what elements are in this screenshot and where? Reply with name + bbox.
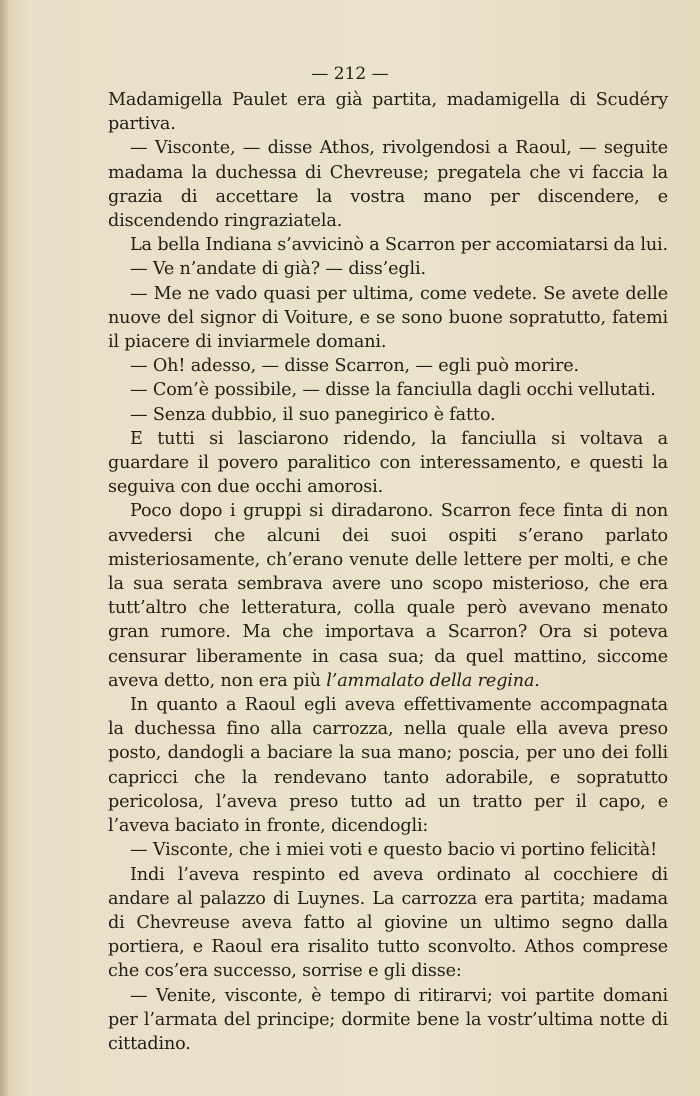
paragraph: — Visconte, — disse Athos, rivolgendosi a Raoul, — seguite madama la duchessa di Chevreuse; pregatela che vi faccia la grazia di accettare la vostra mano per discendere, e discendendo ringraziatela. bbox=[108, 138, 668, 232]
paragraph: — Venite, visconte, è tempo di ritirarvi; voi partite domani per l’armata del principe; dormite bene la vostr’ultima notte di cittadino. bbox=[108, 985, 668, 1054]
paragraph: — Visconte, che i miei voti e questo bacio vi portino felicità! bbox=[130, 840, 658, 861]
paragraph: — Me ne vado quasi per ultima, come vedete. Se avete delle nuove del signor di Voiture, e se sono buone sopratutto, fatemi il piacere di inviarmele domani. bbox=[108, 283, 668, 353]
paragraph: — Ve n’andate di già? — diss’egli. bbox=[130, 259, 426, 280]
paragraph-with-italic bbox=[108, 499, 668, 693]
paragraph: — Oh! adesso, — disse Scarron, — egli può morire. bbox=[130, 356, 579, 377]
paragraph: Madamigella Paulet era già partita, madamigella di Scudéry partiva. bbox=[108, 90, 668, 135]
paragraph-text: Poco dopo i gruppi si diradarono. Scarron fece finta di non avvedersi che alcuni dei suoi ospiti s’erano parlato misteriosamente, ch’erano venute delle lettere per molti, e che la sua serata sembrava avere uno scopo misterioso, che era tutt’altro che letteratura, colla quale però avevano menato gran rumore. Ma che importava a Scarron? Ora si poteva censurar liberamente in casa sua; da quel mattino, siccome aveva detto, non era più bbox=[108, 501, 668, 691]
page-binding-edge bbox=[0, 0, 8, 1096]
paragraph: — Com’è possibile, — disse la fanciulla dagli occhi vellutati. bbox=[130, 380, 656, 401]
paragraph: Indi l’aveva respinto ed aveva ordinato al cocchiere di andare al palazzo di Luynes. La carrozza era partita; madama di Chevreuse aveva fatto al giovine un ultimo segno dalla portiera, e Raoul era risalito tutto sconvolto. Athos comprese che cos’era successo, sorrise e gli disse: bbox=[108, 864, 668, 982]
body-text bbox=[108, 88, 668, 1056]
italic-phrase: l’ammalato della regina. bbox=[326, 670, 540, 691]
paragraph: In quanto a Raoul egli aveva effettivamente accompagnata la duchessa fino alla carrozza, nella quale ella aveva preso posto, dandogli a baciare la sua mano; poscia, per uno dei folli capricci che la rendevano tanto adorabile, e sopratutto pericolosa, l’aveva preso tutto ad un tratto per il capo, e l’aveva baciato in fronte, dicendogli: bbox=[108, 695, 668, 837]
paragraph: La bella Indiana s’avvicinò a Scarron per accomiatarsi da lui. bbox=[130, 235, 668, 256]
page-number: — 212 — bbox=[311, 64, 389, 84]
paragraph: — Senza dubbio, il suo panegirico è fatto. bbox=[130, 404, 496, 425]
paragraph: E tutti si lasciarono ridendo, la fanciulla si voltava a guardare il povero paralitico con interessamento, e questi la seguiva con due occhi amorosi. bbox=[108, 428, 668, 498]
